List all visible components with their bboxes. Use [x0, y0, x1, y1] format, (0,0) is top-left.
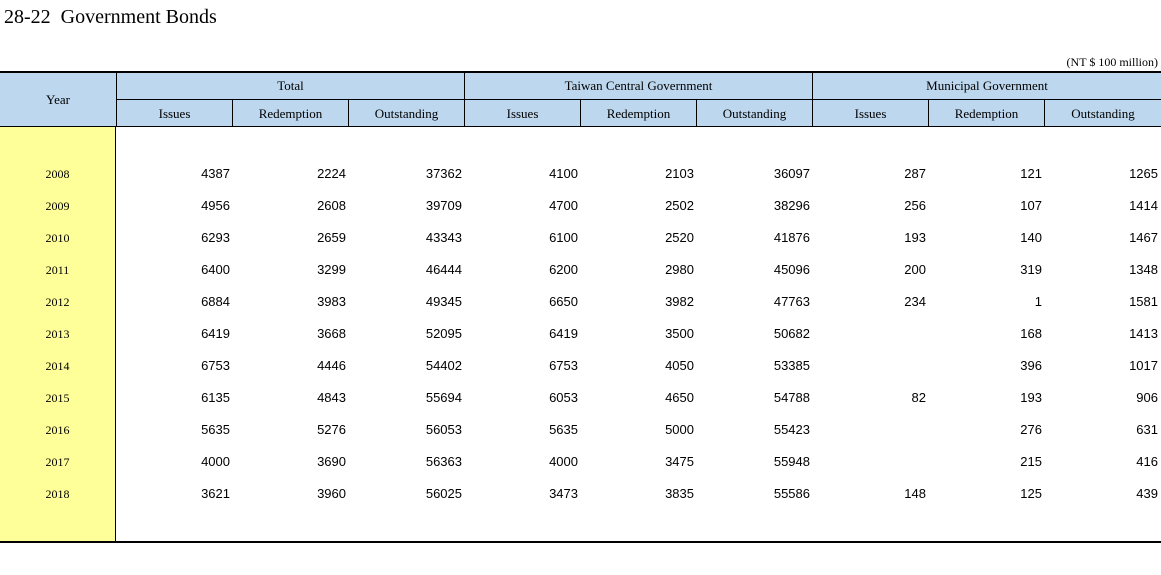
year-cell: 2018 [45, 487, 70, 501]
central-redemption-cell: 2980 [665, 262, 694, 277]
year-cell: 2013 [45, 327, 70, 341]
central-redemption-cell: 3835 [665, 486, 694, 501]
municipal-outstanding-cell: 1467 [1129, 230, 1158, 245]
central-redemption-cell: 2520 [665, 230, 694, 245]
header-subcol-label: Redemption [606, 105, 671, 121]
municipal-issues-cell: 193 [904, 230, 926, 245]
municipal-outstanding-cell: 1413 [1129, 326, 1158, 341]
table-row [0, 414, 1161, 446]
total-outstanding-cell: 54402 [425, 358, 462, 373]
central-issues-cell: 5635 [549, 422, 578, 437]
municipal-issues-cell: 200 [904, 262, 926, 277]
column-divider [812, 73, 813, 127]
total-redemption-cell: 3690 [317, 454, 346, 469]
total-redemption-cell: 4843 [317, 390, 346, 405]
central-outstanding-cell: 47763 [773, 294, 810, 309]
header-group-municipal [813, 73, 1161, 99]
central-issues-cell: 6053 [549, 390, 578, 405]
municipal-redemption-cell: 1 [1034, 294, 1042, 309]
municipal-outstanding-cell: 416 [1136, 454, 1158, 469]
central-outstanding-cell: 45096 [773, 262, 810, 277]
central-issues-cell: 6100 [549, 230, 578, 245]
table-row [0, 158, 1161, 190]
total-redemption-cell: 4446 [317, 358, 346, 373]
central-outstanding-cell: 53385 [773, 358, 810, 373]
central-outstanding-cell: 54788 [773, 390, 810, 405]
municipal-issues-cell [813, 414, 926, 446]
municipal-outstanding-cell: 631 [1136, 422, 1158, 437]
column-divider [928, 100, 929, 127]
total-issues-cell: 6884 [201, 294, 230, 309]
column-divider [348, 100, 349, 127]
header-subcol [1045, 100, 1161, 127]
header-subcol [233, 100, 348, 127]
total-issues-cell: 6753 [201, 358, 230, 373]
municipal-issues-cell: 234 [904, 294, 926, 309]
table-bottom-border [0, 541, 1161, 543]
total-issues-cell: 6419 [201, 326, 230, 341]
total-outstanding-cell: 43343 [425, 230, 462, 245]
municipal-issues-cell: 82 [911, 390, 926, 405]
central-redemption-cell: 4650 [665, 390, 694, 405]
header-subcol [349, 100, 464, 127]
table-row [0, 286, 1161, 318]
central-redemption-cell: 2103 [665, 166, 694, 181]
central-redemption-cell: 5000 [665, 422, 694, 437]
table-row [0, 478, 1161, 510]
header-subcol-label: Redemption [954, 105, 1019, 121]
municipal-redemption-cell: 193 [1020, 390, 1042, 405]
year-cell: 2015 [45, 391, 70, 405]
total-redemption-cell: 3299 [317, 262, 346, 277]
total-redemption-cell: 3668 [317, 326, 346, 341]
total-outstanding-cell: 55694 [425, 390, 462, 405]
year-cell: 2011 [45, 263, 70, 277]
total-outstanding-cell: 56053 [425, 422, 462, 437]
central-redemption-cell: 2502 [665, 198, 694, 213]
central-issues-cell: 4000 [549, 454, 578, 469]
header-group-label: Taiwan Central Government [564, 78, 713, 93]
municipal-redemption-cell: 125 [1020, 486, 1042, 501]
column-divider [116, 73, 117, 127]
column-divider [696, 100, 697, 127]
central-outstanding-cell: 50682 [773, 326, 810, 341]
header-subcol [813, 100, 928, 127]
header-subcol [465, 100, 580, 127]
municipal-redemption-cell: 396 [1020, 358, 1042, 373]
municipal-issues-cell [813, 318, 926, 350]
central-issues-cell: 6753 [549, 358, 578, 373]
central-outstanding-cell: 36097 [773, 166, 810, 181]
year-cell: 2012 [45, 295, 70, 309]
column-divider [232, 100, 233, 127]
header-group-central [465, 73, 812, 99]
municipal-issues-cell [813, 446, 926, 478]
municipal-outstanding-cell: 1265 [1129, 166, 1158, 181]
table-row [0, 190, 1161, 222]
municipal-outstanding-cell: 906 [1136, 390, 1158, 405]
header-subcol [929, 100, 1044, 127]
total-issues-cell: 5635 [201, 422, 230, 437]
municipal-redemption-cell: 319 [1020, 262, 1042, 277]
year-cell: 2017 [45, 455, 70, 469]
municipal-issues-cell: 256 [904, 198, 926, 213]
municipal-redemption-cell: 276 [1020, 422, 1042, 437]
unit-label: (NT $ 100 million) [1066, 55, 1158, 69]
total-issues-cell: 4956 [201, 198, 230, 213]
municipal-redemption-cell: 215 [1020, 454, 1042, 469]
total-issues-cell: 4387 [201, 166, 230, 181]
header-year [0, 73, 116, 127]
central-issues-cell: 4700 [549, 198, 578, 213]
year-cell: 2008 [45, 167, 70, 181]
column-divider [464, 73, 465, 127]
header-divider [117, 99, 1161, 100]
central-issues-cell: 4100 [549, 166, 578, 181]
municipal-outstanding-cell: 1414 [1129, 198, 1158, 213]
table-row [0, 222, 1161, 254]
municipal-issues-cell: 148 [904, 486, 926, 501]
total-outstanding-cell: 56025 [425, 486, 462, 501]
header-subcol-label: Issues [158, 105, 191, 121]
total-outstanding-cell: 49345 [425, 294, 462, 309]
total-redemption-cell: 5276 [317, 422, 346, 437]
column-divider [1044, 100, 1045, 127]
total-issues-cell: 6400 [201, 262, 230, 277]
header-subcol-label: Outstanding [1071, 105, 1135, 121]
central-outstanding-cell: 55948 [773, 454, 810, 469]
year-cell: 2014 [45, 359, 70, 373]
central-issues-cell: 3473 [549, 486, 578, 501]
header-year-label: Year [46, 92, 70, 107]
total-outstanding-cell: 37362 [425, 166, 462, 181]
table-row [0, 350, 1161, 382]
municipal-issues-cell: 287 [904, 166, 926, 181]
central-redemption-cell: 3475 [665, 454, 694, 469]
total-redemption-cell: 3960 [317, 486, 346, 501]
header-subcol-label: Redemption [258, 105, 323, 121]
municipal-outstanding-cell: 1348 [1129, 262, 1158, 277]
header-subcol [581, 100, 696, 127]
table-row [0, 382, 1161, 414]
header-subcol-label: Outstanding [374, 105, 439, 121]
page-title: 28-22 Government Bonds [4, 6, 217, 28]
municipal-redemption-cell: 107 [1020, 198, 1042, 213]
total-redemption-cell: 2224 [317, 166, 346, 181]
municipal-issues-cell [813, 350, 926, 382]
table-row [0, 254, 1161, 286]
central-issues-cell: 6650 [549, 294, 578, 309]
central-outstanding-cell: 38296 [773, 198, 810, 213]
central-redemption-cell: 4050 [665, 358, 694, 373]
table-row [0, 318, 1161, 350]
total-outstanding-cell: 56363 [425, 454, 462, 469]
header-subcol-label: Issues [854, 105, 887, 121]
column-divider [580, 100, 581, 127]
central-issues-cell: 6200 [549, 262, 578, 277]
year-cell: 2016 [45, 423, 70, 437]
table-row [0, 446, 1161, 478]
total-issues-cell: 6135 [201, 390, 230, 405]
municipal-outstanding-cell: 1017 [1129, 358, 1158, 373]
header-subcol [697, 100, 812, 127]
total-outstanding-cell: 39709 [425, 198, 462, 213]
central-redemption-cell: 3982 [665, 294, 694, 309]
central-outstanding-cell: 41876 [773, 230, 810, 245]
central-issues-cell: 6419 [549, 326, 578, 341]
header-subcol-label: Outstanding [722, 105, 787, 121]
total-outstanding-cell: 52095 [425, 326, 462, 341]
total-issues-cell: 4000 [201, 454, 230, 469]
central-outstanding-cell: 55423 [773, 422, 810, 437]
municipal-redemption-cell: 140 [1020, 230, 1042, 245]
municipal-outstanding-cell: 439 [1136, 486, 1158, 501]
total-redemption-cell: 2608 [317, 198, 346, 213]
year-cell: 2010 [45, 231, 70, 245]
header-group-total [117, 73, 464, 99]
total-redemption-cell: 3983 [317, 294, 346, 309]
total-issues-cell: 3621 [201, 486, 230, 501]
header-subcol [117, 100, 232, 127]
year-cell: 2009 [45, 199, 70, 213]
total-outstanding-cell: 46444 [425, 262, 462, 277]
header-subcol-label: Issues [506, 105, 539, 121]
header-group-label: Total [277, 78, 304, 93]
central-redemption-cell: 3500 [665, 326, 694, 341]
municipal-redemption-cell: 121 [1020, 166, 1042, 181]
municipal-outstanding-cell: 1581 [1129, 294, 1158, 309]
total-issues-cell: 6293 [201, 230, 230, 245]
total-redemption-cell: 2659 [317, 230, 346, 245]
header-group-label: Municipal Government [926, 78, 1048, 93]
municipal-redemption-cell: 168 [1020, 326, 1042, 341]
central-outstanding-cell: 55586 [773, 486, 810, 501]
